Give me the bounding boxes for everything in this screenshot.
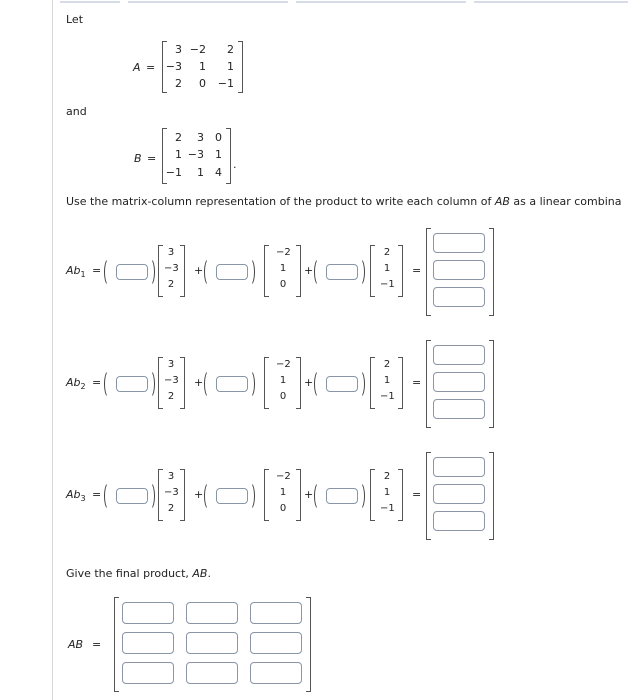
- left-paren: [204, 258, 214, 286]
- matrix-a-cell: −1: [217, 77, 234, 90]
- right-paren: [245, 370, 255, 398]
- left-margin-line: [52, 0, 53, 700]
- column-left-bracket: [264, 357, 269, 409]
- column-left-bracket: [158, 357, 163, 409]
- column-left-bracket: [158, 469, 163, 521]
- equals-sign: =: [412, 376, 422, 389]
- matrix-b-cell: −3: [187, 148, 204, 161]
- column-entry: −1: [380, 391, 395, 402]
- column-entry: 1: [383, 375, 391, 386]
- final-prompt-ab: AB: [192, 567, 208, 580]
- right-paren: [145, 370, 155, 398]
- matrix-b-cell: 1: [215, 148, 222, 161]
- right-paren: [145, 258, 155, 286]
- column-entry: −1: [380, 503, 395, 514]
- column-left-bracket: [370, 245, 375, 297]
- plus-sign: +: [194, 376, 204, 389]
- column-right-bracket: [180, 357, 185, 409]
- column-entry: 2: [167, 503, 175, 514]
- final-cell-input[interactable]: [250, 632, 302, 654]
- matrix-b-cell: 0: [215, 131, 222, 144]
- plus-sign: +: [194, 264, 204, 277]
- column-entry: −2: [276, 247, 291, 258]
- column-right-bracket: [180, 245, 185, 297]
- matrix-b-cell: 1: [175, 148, 182, 161]
- coefficient-input[interactable]: [216, 488, 248, 504]
- final-cell-input[interactable]: [122, 662, 174, 684]
- right-paren: [355, 482, 365, 510]
- left-paren: [104, 482, 114, 510]
- column-entry: −3: [164, 263, 179, 274]
- plus-sign: +: [304, 376, 314, 389]
- right-paren: [145, 482, 155, 510]
- column-entry: 2: [167, 391, 175, 402]
- column-entry: 0: [279, 279, 287, 290]
- matrix-b-right-bracket: [226, 128, 231, 184]
- result-input[interactable]: [433, 345, 485, 365]
- column-left-bracket: [264, 469, 269, 521]
- column-entry: 2: [383, 471, 391, 482]
- column-entry: 0: [279, 503, 287, 514]
- tab-indicator-4: [474, 1, 628, 3]
- equals-sign: =: [412, 488, 422, 501]
- equation-label: $Ab_2$: [66, 376, 86, 392]
- right-paren: [245, 258, 255, 286]
- column-left-bracket: [370, 357, 375, 409]
- instruction-text: [66, 195, 621, 208]
- instruction-tail: as a linear combina: [509, 195, 622, 208]
- matrix-a-cell: 2: [227, 43, 234, 56]
- right-paren: [355, 258, 365, 286]
- matrix-a-cell: 1: [227, 60, 234, 73]
- matrix-a-right-bracket: [238, 41, 243, 93]
- column-entry: 1: [279, 487, 287, 498]
- result-left-bracket: [426, 340, 431, 428]
- matrix-a-label: A: [133, 61, 141, 74]
- column-entry: 1: [383, 263, 391, 274]
- right-paren: [245, 482, 255, 510]
- column-right-bracket: [398, 469, 403, 521]
- coefficient-input[interactable]: [326, 264, 358, 280]
- matrix-b-cell: 1: [197, 166, 204, 179]
- left-paren: [204, 482, 214, 510]
- column-entry: 1: [383, 487, 391, 498]
- result-right-bracket: [489, 452, 494, 540]
- tab-indicator-2: [128, 1, 288, 3]
- final-prompt-dot: .: [207, 567, 211, 580]
- column-entry: −2: [276, 359, 291, 370]
- column-entry: 2: [383, 247, 391, 258]
- column-entry: 2: [167, 279, 175, 290]
- result-input[interactable]: [433, 511, 485, 531]
- matrix-b-equals: =: [147, 152, 157, 165]
- coefficient-input[interactable]: [216, 264, 248, 280]
- column-left-bracket: [158, 245, 163, 297]
- plus-sign: +: [304, 488, 314, 501]
- result-left-bracket: [426, 452, 431, 540]
- and-text: and: [66, 105, 87, 118]
- final-cell-input[interactable]: [250, 602, 302, 624]
- column-entry: −1: [380, 279, 395, 290]
- final-cell-input[interactable]: [250, 662, 302, 684]
- coefficient-input[interactable]: [216, 376, 248, 392]
- equation-equals: =: [92, 376, 102, 389]
- final-left-bracket: [114, 597, 119, 692]
- column-right-bracket: [180, 469, 185, 521]
- equation-label: $Ab_3$: [66, 488, 86, 504]
- left-paren: [204, 370, 214, 398]
- coefficient-input[interactable]: [116, 264, 148, 280]
- instruction-main: Use the matrix-column representation of the product to write each column of: [66, 195, 495, 208]
- column-entry: 1: [279, 375, 287, 386]
- coefficient-input[interactable]: [326, 376, 358, 392]
- column-right-bracket: [296, 357, 301, 409]
- result-input[interactable]: [433, 372, 485, 392]
- matrix-a-cell: −3: [165, 60, 182, 73]
- let-text: Let: [66, 13, 84, 26]
- column-right-bracket: [296, 469, 301, 521]
- column-left-bracket: [264, 245, 269, 297]
- top-tab-bar: [0, 0, 628, 5]
- matrix-a-equals: =: [146, 61, 156, 74]
- column-entry: 0: [279, 391, 287, 402]
- matrix-b-cell: 3: [197, 131, 204, 144]
- final-cell-input[interactable]: [186, 632, 238, 654]
- matrix-b-cell: 4: [215, 166, 222, 179]
- result-right-bracket: [489, 340, 494, 428]
- final-prompt: [66, 567, 211, 580]
- matrix-a-cell: 1: [199, 60, 206, 73]
- column-entry: −2: [276, 471, 291, 482]
- final-cell-input[interactable]: [122, 632, 174, 654]
- column-entry: 3: [167, 471, 175, 482]
- column-entry: 3: [167, 359, 175, 370]
- equation-label: $Ab_1$: [66, 264, 86, 280]
- result-left-bracket: [426, 228, 431, 316]
- left-paren: [314, 258, 324, 286]
- matrix-b-period: .: [233, 158, 237, 171]
- left-paren: [104, 370, 114, 398]
- result-input[interactable]: [433, 260, 485, 280]
- left-paren: [314, 482, 324, 510]
- result-input[interactable]: [433, 457, 485, 477]
- left-paren: [314, 370, 324, 398]
- matrix-b-cell: 2: [175, 131, 182, 144]
- tab-indicator-3: [296, 1, 466, 3]
- result-right-bracket: [489, 228, 494, 316]
- result-input[interactable]: [433, 399, 485, 419]
- matrix-a-cell: −2: [189, 43, 206, 56]
- column-entry: 3: [167, 247, 175, 258]
- equation-equals: =: [92, 488, 102, 501]
- result-input[interactable]: [433, 233, 485, 253]
- final-label: AB: [68, 638, 84, 651]
- matrix-a-cell: 2: [175, 77, 182, 90]
- final-cell-input[interactable]: [186, 662, 238, 684]
- coefficient-input[interactable]: [116, 488, 148, 504]
- right-paren: [355, 370, 365, 398]
- tab-indicator-1: [60, 1, 120, 3]
- matrix-a-cell: 0: [199, 77, 206, 90]
- column-right-bracket: [398, 245, 403, 297]
- column-entry: 1: [279, 263, 287, 274]
- instruction-ab: AB: [494, 195, 510, 208]
- coefficient-input[interactable]: [326, 488, 358, 504]
- coefficient-input[interactable]: [116, 376, 148, 392]
- column-entry: 2: [383, 359, 391, 370]
- matrix-a-cell: 3: [175, 43, 182, 56]
- final-cell-input[interactable]: [186, 602, 238, 624]
- final-equals: =: [92, 638, 102, 651]
- column-right-bracket: [296, 245, 301, 297]
- column-left-bracket: [370, 469, 375, 521]
- column-right-bracket: [398, 357, 403, 409]
- matrix-b-cell: −1: [165, 166, 182, 179]
- plus-sign: +: [304, 264, 314, 277]
- equation-equals: =: [92, 264, 102, 277]
- matrix-b-label: B: [134, 152, 142, 165]
- final-prompt-text: Give the final product,: [66, 567, 193, 580]
- equals-sign: =: [412, 264, 422, 277]
- column-entry: −3: [164, 487, 179, 498]
- final-right-bracket: [306, 597, 311, 692]
- plus-sign: +: [194, 488, 204, 501]
- result-input[interactable]: [433, 287, 485, 307]
- left-paren: [104, 258, 114, 286]
- column-entry: −3: [164, 375, 179, 386]
- final-cell-input[interactable]: [122, 602, 174, 624]
- result-input[interactable]: [433, 484, 485, 504]
